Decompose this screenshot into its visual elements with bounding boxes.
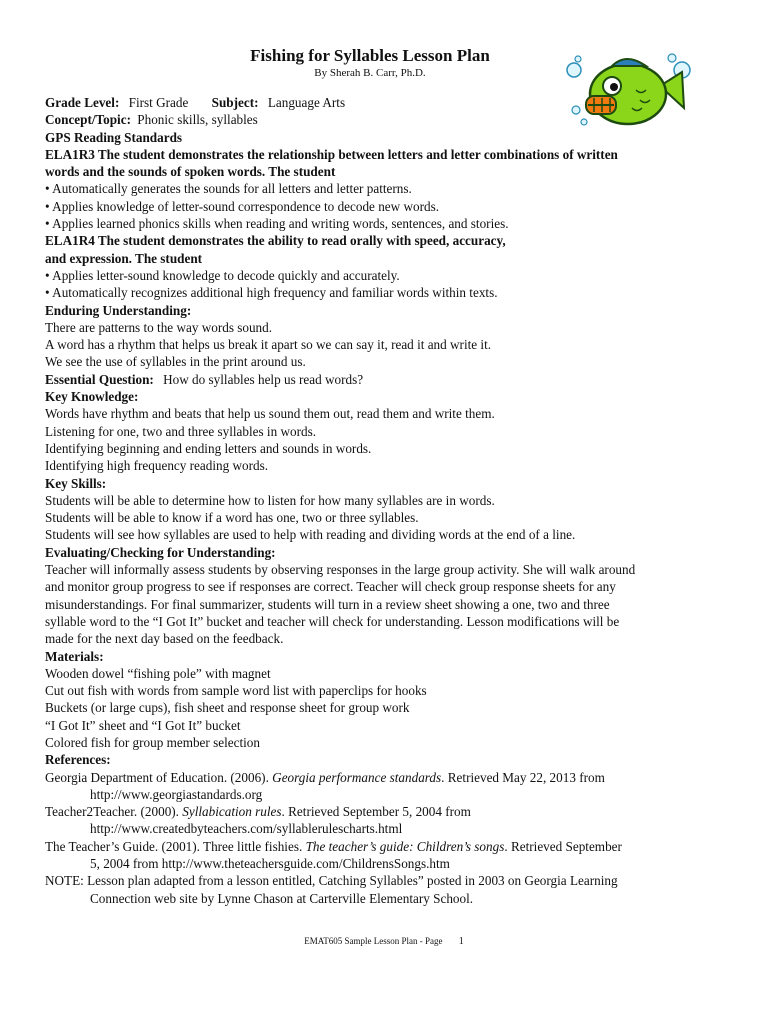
ela1r3-heading-line1: ELA1R3 The student demonstrates the relationship between letters and letter combinations of written: [45, 146, 618, 162]
enduring-line: We see the use of syllables in the print around us.: [45, 354, 306, 370]
note-line: NOTE: Lesson plan adapted from a lesson entitled, Catching Syllables” posted in 2003 on Georgia Learning: [45, 873, 618, 889]
ela1r3-bullet: • Automatically generates the sounds for all letters and letter patterns.: [45, 181, 412, 197]
topic-line: [45, 111, 735, 128]
ela1r4-bullet: • Automatically recognizes additional high frequency and familiar words within texts.: [45, 285, 498, 301]
reference-entry: [45, 838, 735, 855]
lesson-plan-document: [45, 46, 735, 907]
enduring-line: A word has a rhythm that helps us break it apart so we can say it, read it and write it.: [45, 337, 492, 353]
ela1r4-bullet: • Applies letter-sound knowledge to decode quickly and accurately.: [45, 267, 400, 283]
page-number: 1: [458, 936, 464, 947]
ela1r4-heading-line2: and expression. The student: [45, 250, 203, 266]
reference-entry: [45, 803, 735, 820]
ela1r3-heading-line2: words and the sounds of spoken words. The student: [45, 164, 336, 180]
footer-text: EMAT605 Sample Lesson Plan - Page: [304, 936, 443, 946]
reference-entry: [45, 769, 735, 786]
evaluating-line: misunderstandings. For final summarizer, students will turn in a review sheet showing a one, two and three: [45, 596, 610, 612]
evaluating-line: syllable word to the “I Got It” bucket and teacher will check for understanding. Lesson modifications will be: [45, 613, 620, 629]
skills-heading: Key Skills:: [45, 475, 107, 491]
skills-line: Students will be able to determine how to listen for how many syllables are in words.: [45, 492, 495, 508]
reference-title: The teacher’s guide: Children’s songs: [305, 838, 505, 854]
topic-label: Concept/Topic:: [45, 112, 131, 128]
skills-line: Students will see how syllables are used to help with reading and dividing words at the end of a line.: [45, 527, 576, 543]
grade-subject-line: [45, 94, 735, 111]
materials-item: “I Got It” sheet and “I Got It” bucket: [45, 717, 241, 733]
reference-title: Georgia performance standards: [272, 769, 442, 785]
materials-item: Wooden dowel “fishing pole” with magnet: [45, 665, 271, 681]
ela1r3-bullet: • Applies learned phonics skills when reading and writing words, sentences, and stories.: [45, 216, 509, 232]
subject-label: Subject:: [211, 95, 259, 110]
page-footer: [0, 936, 768, 947]
grade-value: First Grade: [128, 95, 189, 110]
materials-item: Buckets (or large cups), fish sheet and response sheet for group work: [45, 700, 410, 716]
reference-text: Georgia Department of Education. (2006).: [45, 769, 273, 785]
standards-heading: GPS Reading Standards: [45, 129, 183, 145]
knowledge-line: Identifying beginning and ending letters and sounds in words.: [45, 440, 372, 456]
reference-title: Syllabication rules: [182, 804, 282, 820]
reference-continuation: 5, 2004 from http://www.theteachersguide.com/ChildrensSongs.htm: [90, 856, 450, 872]
document-title: Fishing for Syllables Lesson Plan: [250, 46, 490, 65]
evaluating-heading: Evaluating/Checking for Understanding:: [45, 544, 276, 560]
grade-label: Grade Level:: [45, 95, 120, 110]
skills-line: Students will be able to know if a word has one, two or three syllables.: [45, 510, 419, 526]
materials-item: Cut out fish with words from sample word list with paperclips for hooks: [45, 683, 427, 699]
topic-value: Phonic skills, syllables: [137, 112, 258, 128]
ela1r4-heading-line1: ELA1R4 The student demonstrates the ability to read orally with speed, accuracy,: [45, 233, 506, 249]
knowledge-heading: Key Knowledge:: [45, 389, 139, 405]
note-continuation: Connection web site by Lynne Chason at Carterville Elementary School.: [90, 890, 474, 906]
materials-item: Colored fish for group member selection: [45, 734, 260, 750]
evaluating-line: made for the next day based on the feedback.: [45, 631, 284, 647]
materials-heading: Materials:: [45, 648, 104, 664]
knowledge-line: Listening for one, two and three syllables in words.: [45, 423, 317, 439]
reference-text: . Retrieved September: [504, 838, 622, 854]
references-heading: References:: [45, 752, 111, 768]
reference-text: The Teacher’s Guide. (2001). Three little fishies.: [45, 838, 306, 854]
reference-url: http://www.georgiastandards.org: [90, 786, 263, 802]
reference-text: . Retrieved September 5, 2004 from: [281, 804, 471, 820]
enduring-heading: Enduring Understanding:: [45, 302, 192, 318]
essential-question: [45, 371, 735, 388]
essential-label: Essential Question:: [45, 371, 154, 387]
evaluating-line: and monitor group progress to see if responses are correct. Teacher will check group response sheets for any: [45, 579, 616, 595]
subject-value: Language Arts: [267, 95, 346, 110]
author-byline: By Sherah B. Carr, Ph.D.: [314, 67, 426, 79]
essential-text: How do syllables help us read words?: [163, 371, 364, 387]
reference-text: . Retrieved May 22, 2013 from: [441, 769, 605, 785]
reference-text: Teacher2Teacher. (2000).: [45, 804, 183, 820]
ela1r3-bullet: • Applies knowledge of letter-sound correspondence to decode new words.: [45, 198, 440, 214]
reference-url: http://www.createdbyteachers.com/syllablerulescharts.html: [90, 821, 403, 837]
enduring-line: There are patterns to the way words sound.: [45, 319, 273, 335]
knowledge-line: Identifying high frequency reading words.: [45, 458, 269, 474]
evaluating-line: Teacher will informally assess students by observing responses in the large group activity. She will walk around: [45, 562, 636, 578]
knowledge-line: Words have rhythm and beats that help us sound them out, read them and write them.: [45, 406, 495, 422]
